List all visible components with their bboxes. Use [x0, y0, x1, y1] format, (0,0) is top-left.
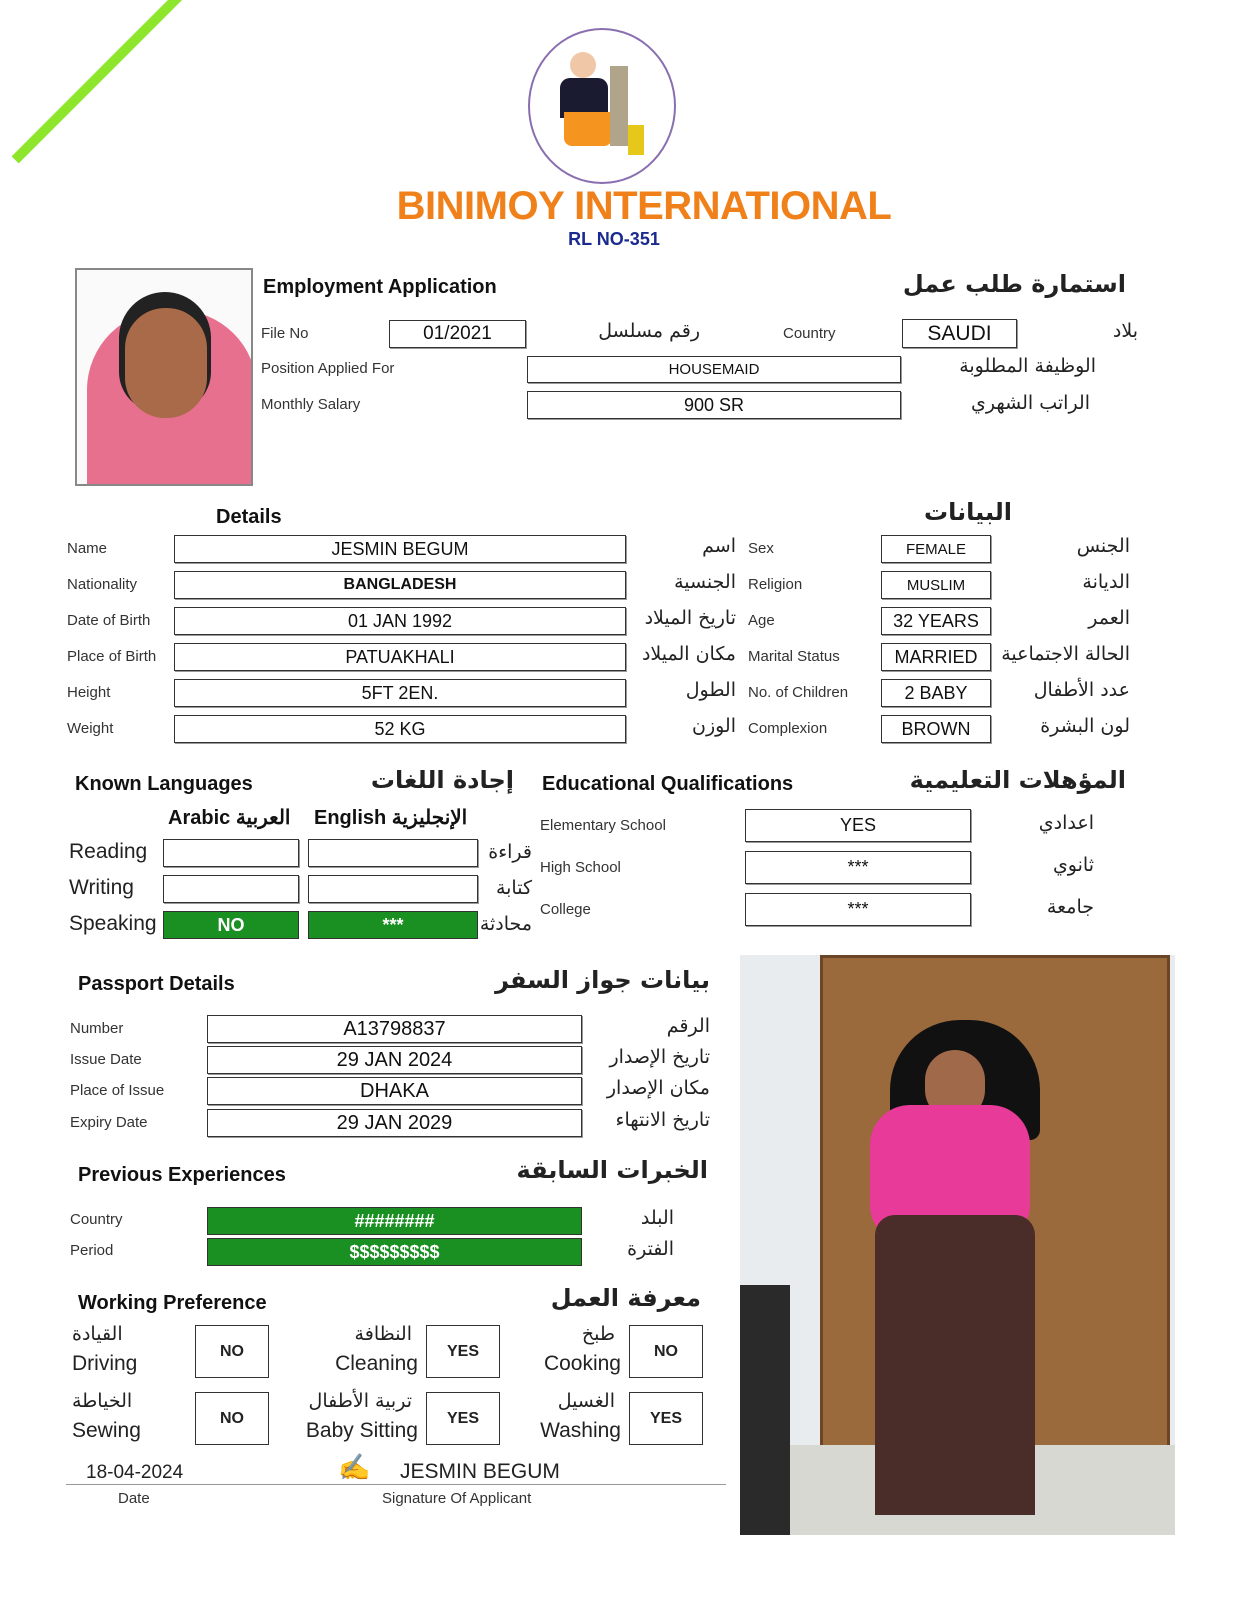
preference-label: Baby Sitting — [305, 1419, 418, 1442]
passport-label: Place of Issue — [70, 1082, 165, 1099]
preference-field[interactable]: NO — [195, 1325, 269, 1378]
detail-label-ar: الجنسية — [674, 571, 736, 593]
education-label-ar: ثانوي — [1052, 854, 1094, 876]
full-body-photo — [740, 955, 1175, 1535]
application-title: Employment Application — [263, 276, 497, 298]
detail-label: No. of Children — [748, 684, 849, 701]
column-english: English الإنجليزية — [314, 807, 468, 829]
preference-label-ar: الغسيل — [557, 1390, 615, 1412]
passport-label: Number — [70, 1020, 124, 1037]
license-number: RL NO-351 — [568, 229, 660, 249]
english-skill-field[interactable]: *** — [308, 911, 478, 939]
preference-label-ar: طبخ — [581, 1323, 615, 1345]
education-title: Educational Qualifications — [542, 773, 794, 795]
salary-label-ar: الراتب الشهري — [971, 392, 1090, 414]
preference-field[interactable]: NO — [195, 1392, 269, 1445]
english-skill-field[interactable] — [308, 875, 478, 903]
detail-label: Weight — [67, 720, 114, 737]
passport-label-ar: مكان الإصدار — [606, 1077, 710, 1099]
detail-label: Sex — [748, 540, 774, 557]
detail-label-ar: الوزن — [691, 715, 736, 737]
salary-label: Monthly Salary — [261, 396, 361, 413]
detail-label: Name — [67, 540, 108, 557]
detail-label-ar: الديانة — [1082, 571, 1130, 593]
english-skill-field[interactable] — [308, 839, 478, 867]
detail-label-ar: الطول — [685, 679, 736, 701]
preference-label: Cooking — [543, 1352, 621, 1375]
detail-field[interactable]: BROWN — [881, 715, 991, 743]
passport-label-ar: الرقم — [666, 1015, 710, 1037]
detail-label-ar: عدد الأطفال — [1033, 679, 1130, 701]
education-label-ar: اعدادي — [1038, 812, 1094, 834]
languages-title: Known Languages — [75, 773, 253, 795]
detail-field[interactable]: JESMIN BEGUM — [174, 535, 626, 563]
decorative-green-stripe — [12, 0, 189, 163]
education-label: Elementary School — [540, 817, 666, 834]
preference-title-ar: معرفة العمل — [550, 1284, 701, 1312]
detail-label-ar: اسم — [702, 535, 736, 557]
file-no-label-ar: رقم مسلسل — [598, 320, 700, 342]
details-title-ar: البيانات — [924, 498, 1012, 526]
file-no-label: File No — [261, 325, 309, 342]
column-arabic: Arabic العربية — [168, 807, 291, 829]
preference-field[interactable]: NO — [629, 1325, 703, 1378]
passport-field[interactable]: 29 JAN 2029 — [207, 1109, 582, 1137]
arabic-skill-field[interactable]: NO — [163, 911, 299, 939]
detail-field[interactable]: BANGLADESH — [174, 571, 626, 599]
preference-label-ar: النظافة — [354, 1323, 412, 1345]
language-skill-label: Speaking — [69, 912, 157, 935]
experience-title-ar: الخبرات السابقة — [516, 1156, 708, 1184]
passport-title: Passport Details — [78, 973, 235, 995]
detail-field[interactable]: PATUAKHALI — [174, 643, 626, 671]
detail-label-ar: تاريخ الميلاد — [644, 607, 736, 629]
preference-field[interactable]: YES — [426, 1392, 500, 1445]
education-title-ar: المؤهلات التعليمية — [909, 766, 1126, 794]
passport-label: Expiry Date — [70, 1114, 148, 1131]
preference-label: Cleaning — [335, 1352, 418, 1375]
detail-label-ar: لون البشرة — [1040, 715, 1130, 737]
details-title: Details — [216, 506, 282, 528]
signature-icon: ✍ — [338, 1452, 371, 1482]
preference-field[interactable]: YES — [426, 1325, 500, 1378]
preference-label-ar: تربية الأطفال — [308, 1390, 412, 1412]
preference-label: Washing — [540, 1419, 621, 1442]
passport-field[interactable]: 29 JAN 2024 — [207, 1046, 582, 1074]
detail-field[interactable]: MUSLIM — [881, 571, 991, 599]
detail-field[interactable]: MARRIED — [881, 643, 991, 671]
footer-divider — [66, 1484, 726, 1485]
date-label: Date — [118, 1490, 150, 1507]
passport-field[interactable]: A13798837 — [207, 1015, 582, 1043]
salary-field[interactable]: 900 SR — [527, 391, 901, 419]
preference-title: Working Preference — [78, 1292, 267, 1314]
detail-label: Place of Birth — [67, 648, 157, 665]
file-no-field[interactable]: 01/2021 — [389, 320, 526, 348]
language-skill-label-ar: كتابة — [495, 877, 532, 899]
detail-field[interactable]: 5FT 2EN. — [174, 679, 626, 707]
language-skill-label-ar: قراءة — [488, 841, 532, 863]
arabic-skill-field[interactable] — [163, 839, 299, 867]
detail-label: Date of Birth — [67, 612, 151, 629]
education-label: High School — [540, 859, 621, 876]
passport-title-ar: بيانات جواز السفر — [495, 966, 710, 994]
arabic-skill-field[interactable] — [163, 875, 299, 903]
experience-label: Period — [70, 1242, 114, 1259]
passport-label-ar: تاريخ الإصدار — [609, 1046, 710, 1068]
detail-field[interactable]: FEMALE — [881, 535, 991, 563]
applicant-photo — [75, 268, 253, 486]
position-field[interactable]: HOUSEMAID — [527, 356, 901, 383]
passport-field[interactable]: DHAKA — [207, 1077, 582, 1105]
detail-label: Age — [748, 612, 775, 629]
signature-name: JESMIN BEGUM — [400, 1460, 560, 1483]
preference-label-ar: الخياطة — [72, 1390, 133, 1412]
detail-label: Marital Status — [748, 648, 840, 665]
position-label-ar: الوظيفة المطلوبة — [959, 355, 1096, 377]
signature-label: Signature Of Applicant — [382, 1490, 532, 1507]
country-label-ar: بلاد — [1112, 320, 1138, 342]
detail-label-ar: مكان الميلاد — [641, 643, 736, 665]
detail-label-ar: الجنس — [1076, 535, 1130, 557]
education-label: College — [540, 901, 591, 918]
education-field[interactable]: *** — [745, 851, 971, 884]
detail-field[interactable]: 2 BABY — [881, 679, 991, 707]
company-name: BINIMOY INTERNATIONAL — [396, 184, 892, 228]
experience-label: Country — [70, 1211, 123, 1228]
detail-label: Nationality — [67, 576, 138, 593]
detail-field[interactable]: 01 JAN 1992 — [174, 607, 626, 635]
language-skill-label-ar: محادثة — [479, 913, 532, 935]
language-skill-label: Reading — [69, 840, 148, 863]
country-label: Country — [783, 325, 836, 342]
passport-label-ar: تاريخ الانتهاء — [615, 1109, 710, 1131]
education-label-ar: جامعة — [1046, 896, 1094, 918]
date-value: 18-04-2024 — [86, 1462, 184, 1483]
detail-label-ar: الحالة الاجتماعية — [1001, 643, 1130, 665]
experience-label-ar: البلد — [640, 1207, 674, 1229]
education-field[interactable]: YES — [745, 809, 971, 842]
language-skill-label: Writing — [69, 876, 134, 899]
preference-field[interactable]: YES — [629, 1392, 703, 1445]
detail-field[interactable]: 32 YEARS — [881, 607, 991, 635]
detail-label: Religion — [748, 576, 803, 593]
position-label: Position Applied For — [261, 360, 395, 377]
detail-label: Height — [67, 684, 111, 701]
experience-field[interactable]: $$$$$$$$$ — [207, 1238, 582, 1266]
education-field[interactable]: *** — [745, 893, 971, 926]
preference-label-ar: القيادة — [72, 1323, 123, 1345]
experience-label-ar: الفترة — [627, 1238, 674, 1260]
experience-title: Previous Experiences — [78, 1164, 286, 1186]
experience-field[interactable]: ######## — [207, 1207, 582, 1235]
languages-title-ar: إجادة اللغات — [370, 766, 514, 794]
detail-label-ar: العمر — [1088, 607, 1130, 629]
country-field[interactable]: SAUDI — [902, 319, 1017, 348]
detail-field[interactable]: 52 KG — [174, 715, 626, 743]
passport-label: Issue Date — [70, 1051, 142, 1068]
preference-label: Sewing — [72, 1419, 141, 1442]
application-title-ar: استمارة طلب عمل — [902, 270, 1126, 298]
detail-label: Complexion — [748, 720, 828, 737]
company-logo — [528, 28, 676, 184]
preference-label: Driving — [72, 1352, 138, 1375]
